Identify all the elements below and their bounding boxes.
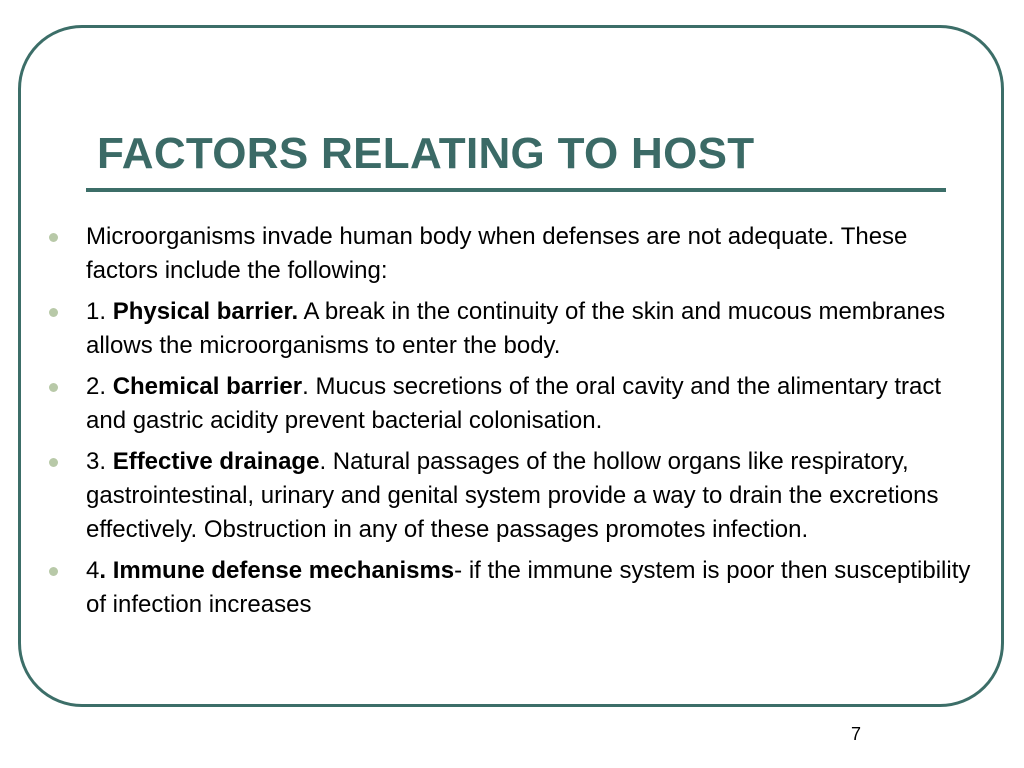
bullet-dot-icon	[49, 383, 58, 392]
bullet-text: Microorganisms invade human body when defenses are not adequate. These factors include the following:	[86, 223, 908, 284]
bullet-dot-icon	[49, 308, 58, 317]
bullet-text: . Natural passages of the hollow organs like respiratory, gastrointestinal, urinary and genital system provide a way to drain the excretions effectively. Obstruction in any of these passages promotes infection.	[86, 448, 939, 543]
bullet-heading: . Immune defense mechanisms	[99, 557, 455, 584]
bullet-dot-icon	[49, 567, 58, 576]
bullet-text: - if the immune system is poor then susceptibility of infection increases	[86, 557, 971, 618]
bullet-dot-icon	[49, 458, 58, 467]
bullet-text: A break in the continuity of the skin and mucous membranes allows the microorganisms to enter the body.	[86, 298, 946, 359]
bullet-number: 4	[86, 557, 100, 584]
bullet-item-effective-drainage	[46, 445, 976, 547]
bullet-heading: Effective drainage	[112, 448, 320, 475]
bullet-number: 1.	[86, 298, 113, 325]
bullet-item-physical-barrier	[46, 295, 976, 363]
bullet-number: 2.	[86, 373, 113, 400]
bullet-item-chemical-barrier	[46, 370, 976, 438]
bullet-text: . Mucus secretions of the oral cavity and the alimentary tract and gastric acidity prevent bacterial colonisation.	[86, 373, 942, 434]
title-underline	[86, 188, 946, 192]
bullet-number: 3.	[86, 448, 113, 475]
bullet-item-intro	[46, 220, 976, 288]
bullet-dot-icon	[49, 233, 58, 242]
page-number: 7	[851, 724, 862, 744]
bullet-item-immune-defense	[46, 554, 976, 622]
slide-title: FACTORS RELATING TO HOST	[97, 129, 755, 178]
bullet-list	[46, 220, 976, 629]
bullet-heading: Chemical barrier	[112, 373, 303, 400]
bullet-heading: Physical barrier.	[112, 298, 299, 325]
